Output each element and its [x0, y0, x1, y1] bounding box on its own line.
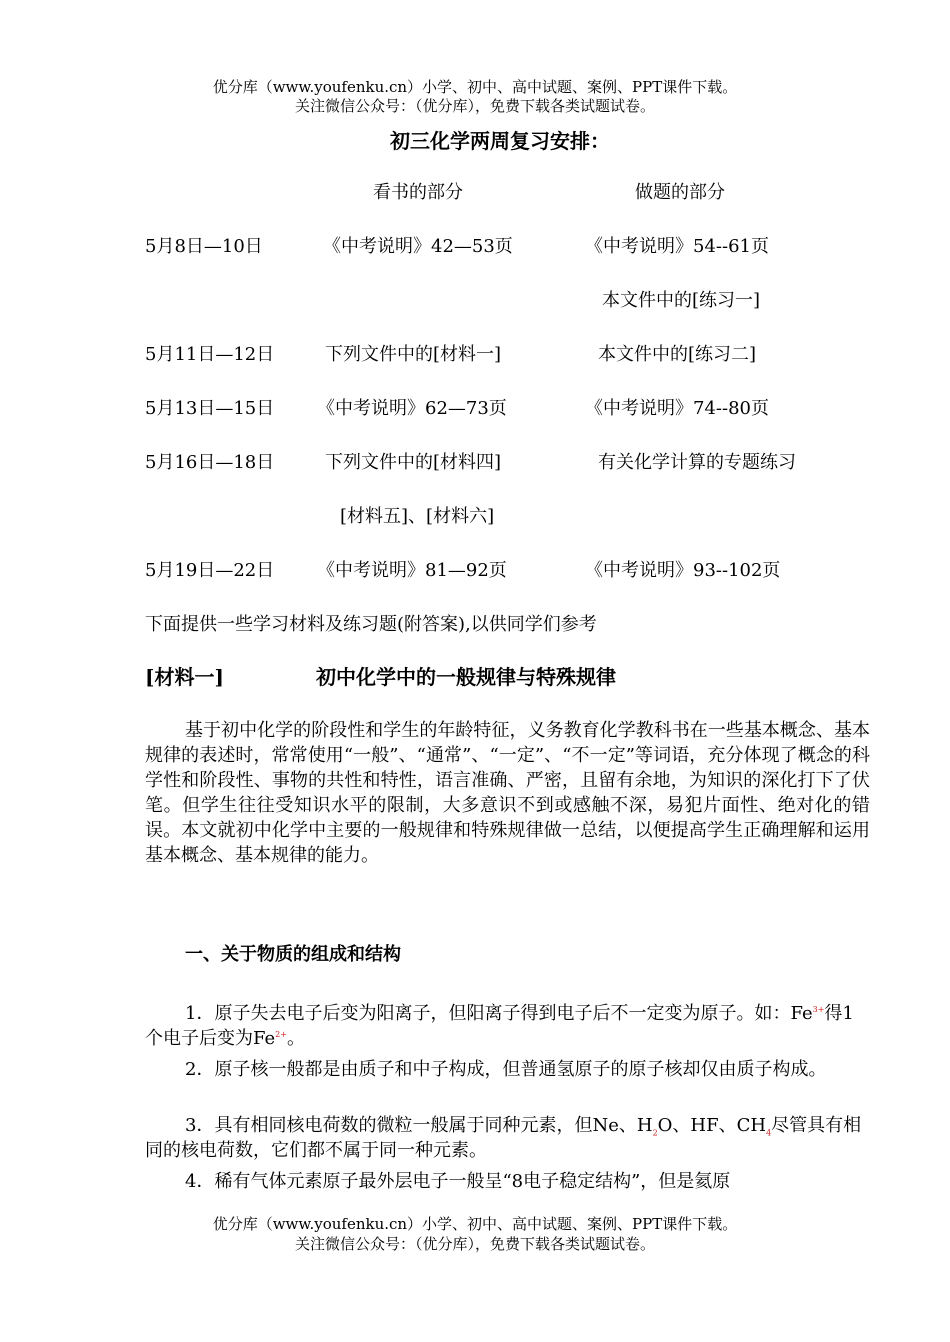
schedule-practice: 《中考说明》93--102页 — [585, 560, 781, 581]
list-item: 3．具有相同核电荷数的微粒一般属于同种元素，但Ne、$H_2O$、HF、$CH_4$尽管具有相同的核电荷数，它们都不属于同一种元素。 — [145, 1115, 862, 1161]
schedule-practice: 《中考说明》54--61页 — [585, 236, 769, 257]
schedule-read: 下列文件中的[材料一] — [325, 344, 502, 365]
page-title: 初三化学两周复习安排： — [390, 129, 610, 153]
material-title: 初中化学中的一般规律与特殊规律 — [316, 665, 616, 689]
subscript-count: 4 — [766, 1128, 772, 1138]
schedule-date: 5月16日—18日 — [145, 452, 275, 473]
footer-line-1: 优分库（www.youfenku.cn）小学、初中、高中试题、案例、PPT课件下载。 — [212, 1215, 738, 1233]
material-paragraph: 基于初中化学的阶段性和学生的年龄特征，义务教育化学教科书在一些基本概念、基本规律的表述时，常常使用“一般”、“通常”、“一定”、“不一定”等词语，充分体现了概念的科学性和阶段性、事物的共性和特性，语言准确、严密，且留有余地，为知识的深化打下了伏笔。但学生往往受知识水平的限制，大多意识不到或感触不深，易犯片面性、绝对化的错误。本文就初中化学中主要的一般规律和特殊规律做一总结，以便提高学生正确理解和运用基本概念、基本规律的能力。 — [145, 720, 870, 866]
schedule-read: 《中考说明》81—92页 — [317, 560, 507, 581]
superscript-charge: 2+ — [275, 1030, 287, 1039]
intro-text: 下面提供一些学习材料及练习题(附答案),以供同学们参考 — [145, 614, 597, 635]
schedule-date: 5月19日—22日 — [145, 560, 275, 581]
schedule-read: 下列文件中的[材料四] — [325, 452, 502, 473]
schedule-practice: 本文件中的[练习二] — [598, 344, 757, 365]
schedule-practice: 本文件中的[练习一] — [602, 290, 761, 311]
section-heading: 一、关于物质的组成和结构 — [185, 944, 401, 965]
schedule-practice: 有关化学计算的专题练习 — [598, 452, 796, 473]
column-header-practice: 做题的部分 — [635, 182, 725, 203]
header-line-2: 关注微信公众号：（优分库），免费下载各类试题试卷。 — [294, 97, 655, 115]
schedule-read: 《中考说明》62—73页 — [317, 398, 507, 419]
schedule-read: [材料五]、[材料六] — [340, 506, 495, 527]
list-item: 1．原子失去电子后变为阳离子，但阳离子得到电子后不一定变为原子。如：$Fe^{3+}$得1个电子后变为$Fe^{2+}$。 — [145, 1003, 854, 1049]
schedule-date: 5月13日—15日 — [145, 398, 275, 419]
subscript-count: 2 — [652, 1128, 658, 1138]
material-tag: [材料一] — [145, 665, 224, 689]
list-item: 4．稀有气体元素原子最外层电子一般呈“8电子稳定结构”，但是氦原 — [185, 1171, 731, 1192]
schedule-read: 《中考说明》42—53页 — [323, 236, 513, 257]
footer-line-2: 关注微信公众号：（优分库），免费下载各类试题试卷。 — [294, 1235, 655, 1253]
list-item: 2．原子核一般都是由质子和中子构成，但普通氢原子的原子核却仅由质子构成。 — [185, 1059, 827, 1080]
schedule-date: 5月8日—10日 — [145, 236, 263, 257]
schedule-practice: 《中考说明》74--80页 — [585, 398, 769, 419]
header-line-1: 优分库（www.youfenku.cn）小学、初中、高中试题、案例、PPT课件下载。 — [212, 78, 738, 96]
column-header-read: 看书的部分 — [373, 182, 463, 203]
schedule-date: 5月11日—12日 — [145, 344, 275, 365]
superscript-charge: 3+ — [812, 1005, 825, 1014]
